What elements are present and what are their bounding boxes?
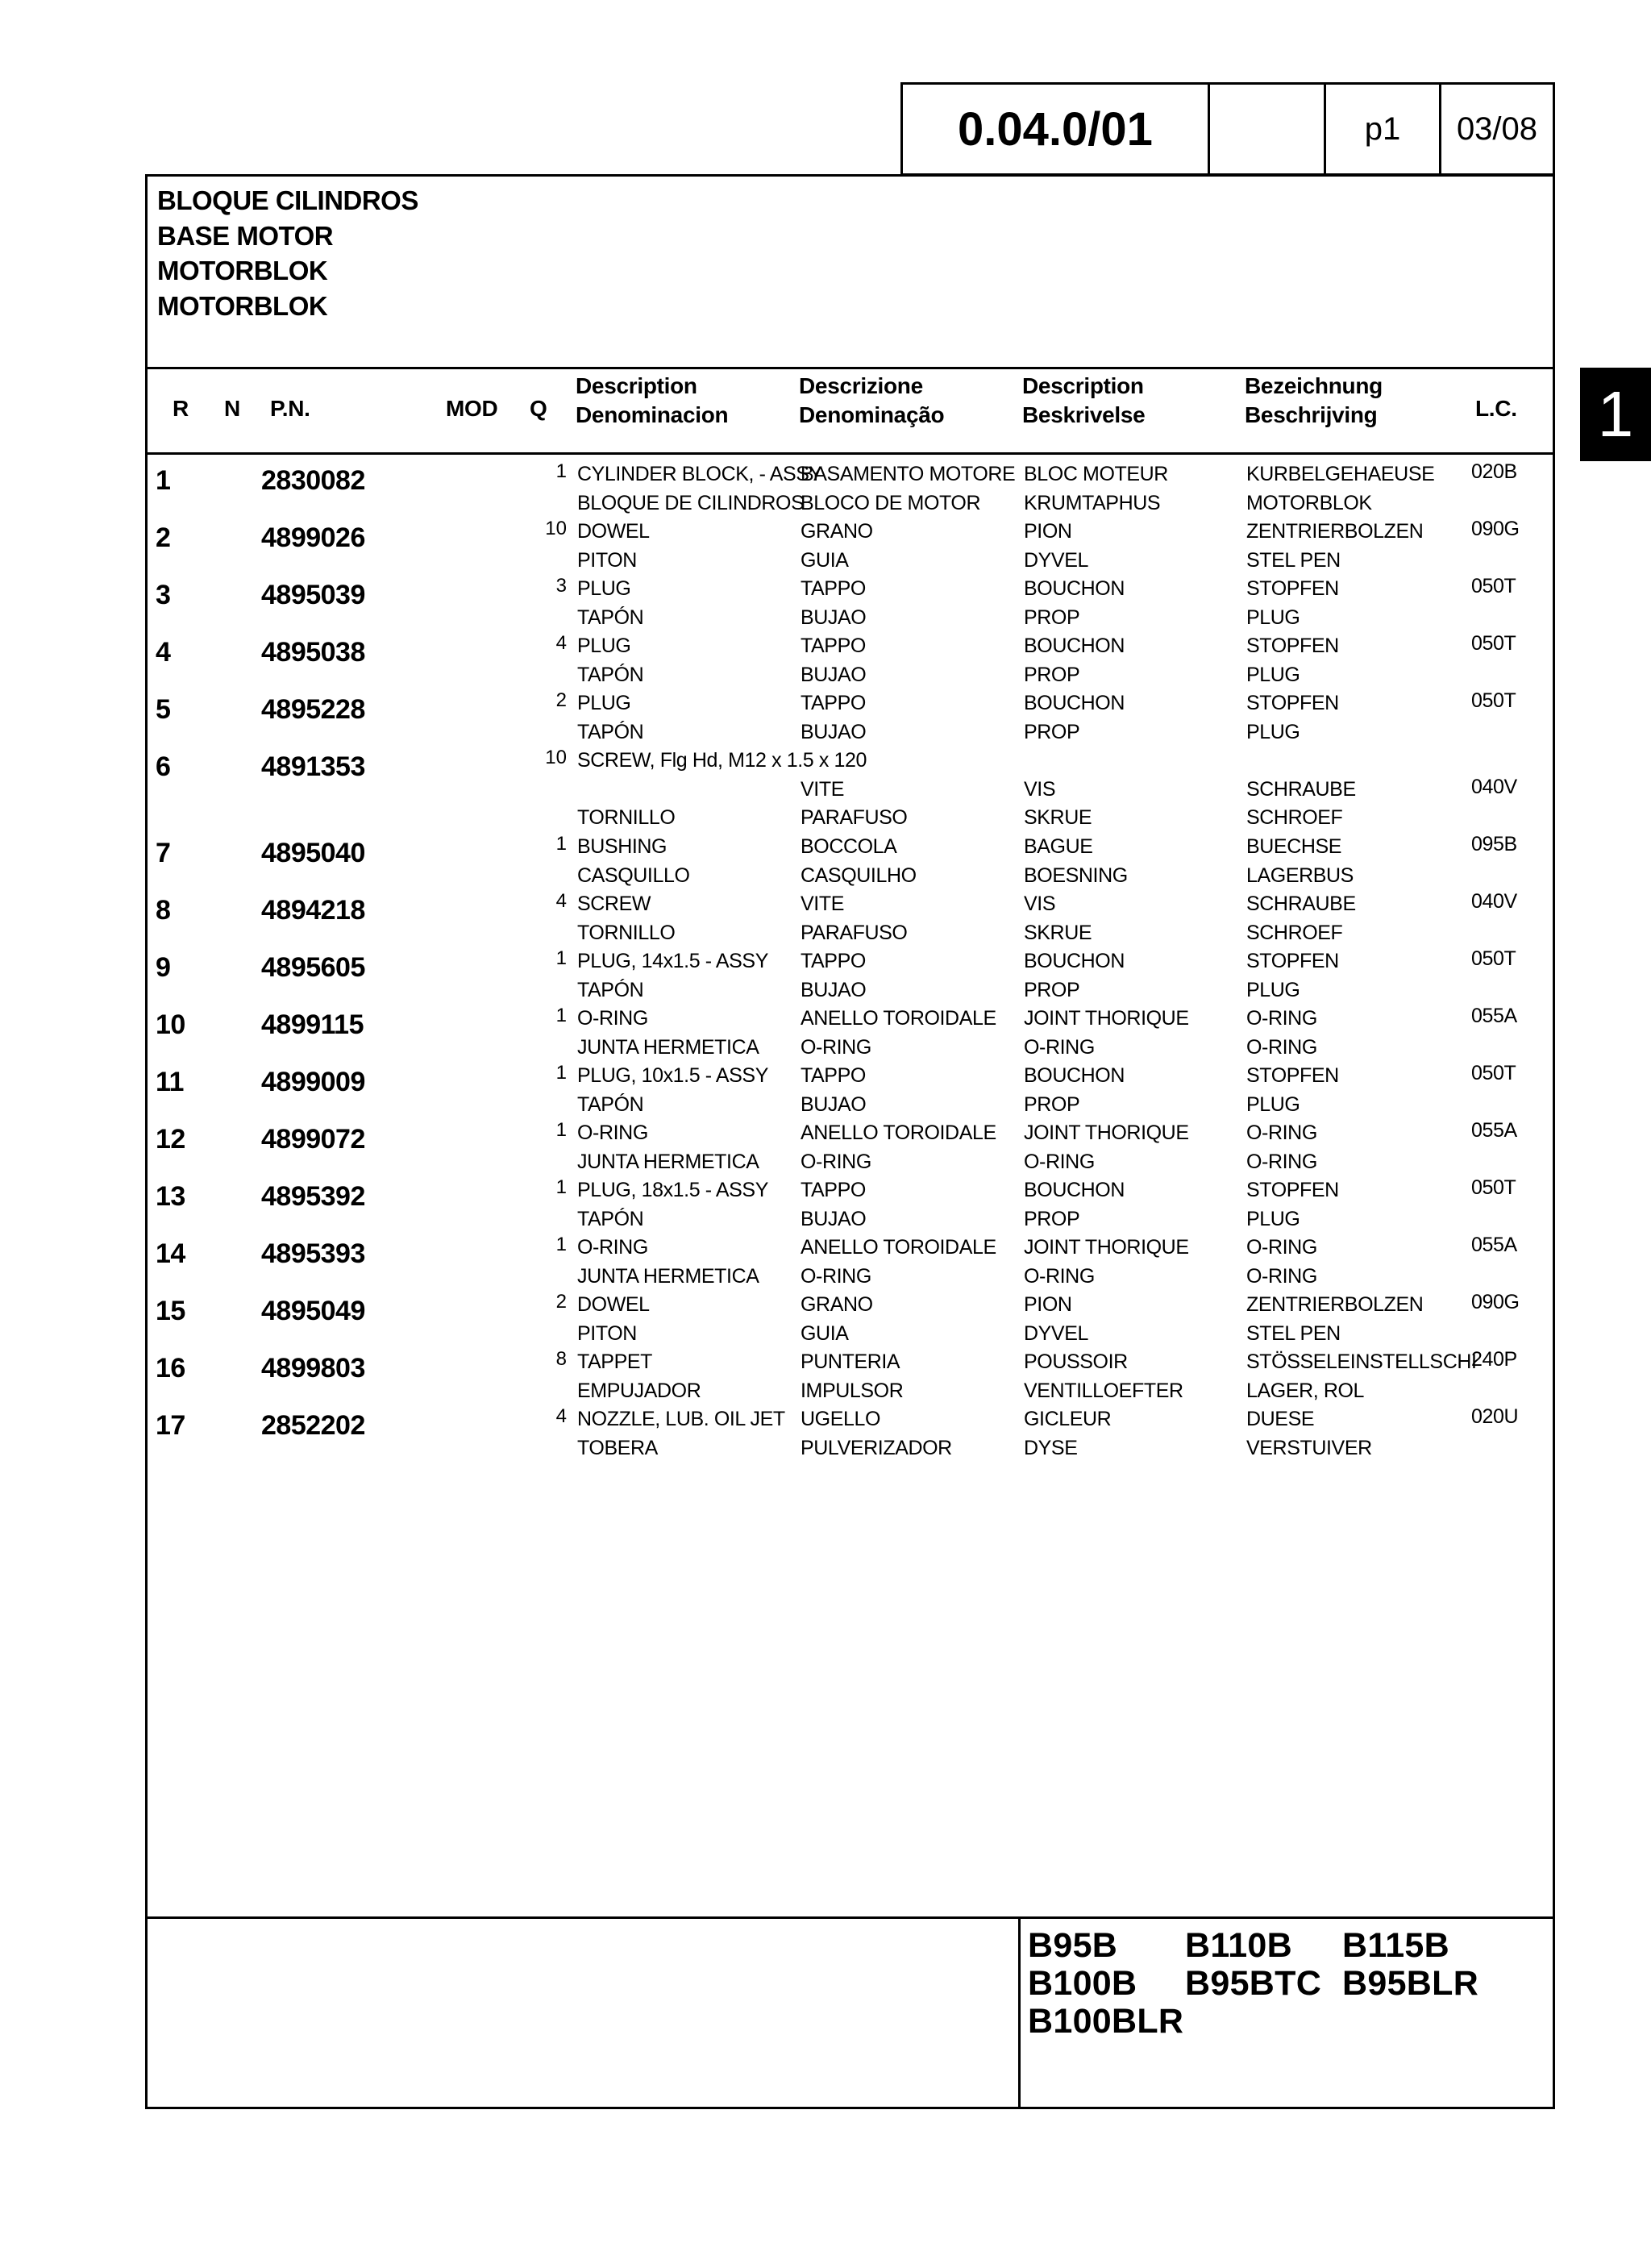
ref-number: 6 (156, 751, 171, 782)
col-header-desc3-top: Description (1022, 373, 1144, 398)
ref-number: 16 (156, 1353, 185, 1384)
part-number: 4899072 (261, 1124, 365, 1155)
model-name: B95B (1028, 1926, 1118, 1965)
ref-number: 1 (156, 465, 171, 496)
description-text: VERSTUIVER (1246, 1436, 1372, 1459)
divider (148, 1916, 1553, 1919)
divider (148, 452, 1553, 455)
quantity: 3 (555, 575, 567, 597)
description-text: SCHRAUBE (1246, 777, 1356, 801)
description-text: DYVEL (1024, 548, 1088, 572)
description-text: BUJAO (801, 663, 867, 686)
description-text: O-RING (1024, 1035, 1095, 1059)
description-text: PLUG (1246, 663, 1300, 686)
description-text: TAPÓN (577, 1092, 644, 1116)
col-header-desc2 (799, 372, 944, 430)
description-text: PROP (1024, 1207, 1080, 1230)
description-text: PITON (577, 548, 637, 572)
quantity: 1 (555, 1234, 567, 1255)
description-text: STOPFEN (1246, 1064, 1339, 1087)
description-text: O-RING (1246, 1264, 1317, 1288)
description-text: BOUCHON (1024, 950, 1125, 972)
description-text: O-RING (801, 1035, 871, 1059)
quantity: 1 (555, 1119, 567, 1141)
description-text: O-RING (1246, 1122, 1317, 1144)
table-row (148, 1117, 1553, 1175)
table-row (148, 745, 1553, 829)
part-number: 4895038 (261, 637, 365, 668)
description-text: JOINT THORIQUE (1024, 1007, 1189, 1030)
table-row (148, 459, 1553, 516)
description-text: JUNTA HERMETICA (577, 1264, 759, 1288)
description-text: BUSHING (577, 835, 667, 858)
description-text: ZENTRIERBOLZEN (1246, 520, 1424, 543)
description-text: VIS (1024, 777, 1056, 801)
part-number: 4895228 (261, 694, 365, 725)
description-text: BUECHSE (1246, 835, 1342, 858)
description-text: JOINT THORIQUE (1024, 1122, 1189, 1144)
description-text: UGELLO (801, 1408, 881, 1430)
description-text: ZENTRIERBOLZEN (1246, 1293, 1424, 1316)
description-text: DOWEL (577, 1293, 650, 1316)
description-text: PROP (1024, 605, 1080, 629)
quantity: 1 (555, 1176, 567, 1198)
description-text: SCREW, Flg Hd, M12 x 1.5 x 120 (577, 749, 867, 772)
description-text: SCHROEF (1246, 921, 1343, 944)
ref-number: 13 (156, 1181, 185, 1212)
description-text: BOCCOLA (801, 835, 897, 858)
title-line: MOTORBLOK (157, 290, 328, 321)
description-text: SCHROEF (1246, 806, 1343, 829)
description-text: BASAMENTO MOTORE (801, 463, 1016, 485)
col-header-r: R (173, 396, 189, 421)
ref-number: 14 (156, 1238, 185, 1269)
col-header-desc2-bottom: Denominação (799, 402, 945, 427)
description-text: SKRUE (1024, 921, 1092, 944)
description-text: SKRUE (1024, 806, 1092, 829)
description-text: DYSE (1024, 1436, 1078, 1459)
title-line: BASE MOTOR (157, 220, 334, 251)
quantity: 1 (555, 833, 567, 855)
description-text: STOPFEN (1246, 1179, 1339, 1201)
col-header-q: Q (530, 396, 547, 421)
ref-number: 12 (156, 1124, 185, 1155)
description-text: O-RING (1246, 1035, 1317, 1059)
description-text: VIS (1024, 893, 1056, 915)
ref-number: 8 (156, 895, 171, 926)
description-text: PLUG, 18x1.5 - ASSY (577, 1179, 768, 1201)
model-name: B100BLR (1028, 2002, 1184, 2041)
description-text: CYLINDER BLOCK, - ASSY (577, 463, 822, 485)
col-header-desc1 (576, 372, 728, 430)
description-text: O-RING (1246, 1007, 1317, 1030)
lc-code: 050T (1471, 632, 1516, 655)
ref-number: 10 (156, 1009, 185, 1040)
col-header-desc2-top: Descrizione (799, 373, 923, 398)
description-text: TORNILLO (577, 806, 676, 829)
blank-cell (1210, 85, 1326, 173)
lc-code: 050T (1471, 947, 1516, 970)
lc-code: 090G (1471, 518, 1520, 540)
quantity: 10 (545, 518, 567, 539)
lc-code: 040V (1471, 890, 1517, 913)
lc-code: 050T (1471, 689, 1516, 712)
description-text: TAPÓN (577, 720, 644, 743)
description-text: JUNTA HERMETICA (577, 1150, 759, 1173)
description-text: KRUMTAPHUS (1024, 491, 1161, 514)
quantity: 2 (555, 1291, 567, 1313)
description-text: PUNTERIA (801, 1350, 900, 1373)
description-text: BUJAO (801, 605, 867, 629)
description-text: STOPFEN (1246, 577, 1339, 600)
description-text: BLOCO DE MOTOR (801, 491, 981, 514)
description-text: BOUCHON (1024, 635, 1125, 657)
quantity: 4 (555, 890, 567, 912)
description-text: STOPFEN (1246, 692, 1339, 714)
table-row (148, 946, 1553, 1003)
part-number: 4895039 (261, 580, 365, 610)
model-name: B110B (1185, 1926, 1292, 1965)
page-code: 0.04.0/01 (903, 85, 1210, 173)
description-text: TAPPO (801, 950, 866, 972)
description-text: POUSSOIR (1024, 1350, 1128, 1373)
description-text: TAPÓN (577, 978, 644, 1001)
lc-code: 020B (1471, 460, 1517, 483)
description-text: MOTORBLOK (1246, 491, 1372, 514)
description-text: O-RING (801, 1150, 871, 1173)
description-text: BUJAO (801, 1092, 867, 1116)
description-text: CASQUILHO (801, 864, 917, 887)
description-text: DYVEL (1024, 1321, 1088, 1345)
description-text: PITON (577, 1321, 637, 1345)
description-text: VITE (801, 893, 844, 915)
table-row (148, 630, 1553, 688)
col-header-desc4-bottom: Beschrijving (1245, 402, 1378, 427)
table-row (148, 1232, 1553, 1289)
description-text: STEL PEN (1246, 548, 1341, 572)
table-row (148, 1404, 1553, 1461)
col-header-mod: MOD (446, 396, 498, 421)
description-text: PARAFUSO (801, 806, 908, 829)
divider (1018, 1916, 1021, 2107)
quantity: 8 (555, 1348, 567, 1370)
part-number: 4895605 (261, 952, 365, 983)
lc-code: 240P (1471, 1348, 1517, 1371)
description-text: TAPPET (577, 1350, 652, 1373)
table-row (148, 1175, 1553, 1232)
description-text: PION (1024, 520, 1072, 543)
model-name: B95BLR (1342, 1964, 1479, 2003)
lc-code: 040V (1471, 775, 1517, 798)
table-row (148, 1289, 1553, 1346)
description-text: STOPFEN (1246, 635, 1339, 657)
description-text: PROP (1024, 978, 1080, 1001)
description-text: BOUCHON (1024, 692, 1125, 714)
quantity: 4 (555, 632, 567, 654)
title-line: BLOQUE CILINDROS (157, 185, 418, 215)
description-text: BLOC MOTEUR (1024, 463, 1168, 485)
quantity: 1 (555, 947, 567, 969)
description-text: O-RING (1246, 1236, 1317, 1259)
description-text: PROP (1024, 663, 1080, 686)
description-text: O-RING (577, 1122, 648, 1144)
quantity: 1 (555, 460, 567, 482)
revision-date: 03/08 (1456, 110, 1538, 147)
ref-number: 7 (156, 838, 171, 868)
quantity: 1 (555, 1062, 567, 1084)
description-text: JOINT THORIQUE (1024, 1236, 1189, 1259)
description-text: LAGER, ROL (1246, 1379, 1365, 1402)
description-text: IMPULSOR (801, 1379, 904, 1402)
col-header-desc4 (1245, 372, 1383, 430)
table-row (148, 831, 1553, 888)
part-number: 4899803 (261, 1353, 365, 1384)
description-text: PLUG (577, 577, 631, 600)
title-line: MOTORBLOK (157, 256, 328, 285)
description-text: JUNTA HERMETICA (577, 1035, 759, 1059)
description-text: BOUCHON (1024, 1064, 1125, 1087)
ref-number: 15 (156, 1296, 185, 1326)
part-number: 4899026 (261, 522, 365, 553)
description-text: TAPPO (801, 635, 866, 657)
col-header-desc3-bottom: Beskrivelse (1022, 402, 1146, 427)
page-number: p1 (1326, 85, 1441, 173)
description-text: GUIA (801, 1321, 849, 1345)
table-row (148, 1346, 1553, 1404)
description-text: KURBELGEHAEUSE (1246, 463, 1435, 485)
description-text: TAPPO (801, 577, 866, 600)
description-text: STOPFEN (1246, 950, 1339, 972)
description-text: O-RING (1024, 1264, 1095, 1288)
description-text: EMPUJADOR (577, 1379, 701, 1402)
table-row (148, 1060, 1553, 1117)
description-text: PULVERIZADOR (801, 1436, 952, 1459)
lc-code: 095B (1471, 833, 1517, 855)
lc-code: 055A (1471, 1234, 1517, 1256)
section-tab: 1 (1580, 368, 1651, 461)
table-row (148, 516, 1553, 573)
description-text: TORNILLO (577, 921, 676, 944)
col-header-desc1-bottom: Denominacion (576, 402, 729, 427)
part-number: 4895040 (261, 838, 365, 868)
description-text: VENTILLOEFTER (1024, 1379, 1183, 1402)
description-text: BOUCHON (1024, 1179, 1125, 1201)
lc-code: 055A (1471, 1005, 1517, 1027)
description-text: DUESE (1246, 1408, 1315, 1430)
description-text: TAPÓN (577, 1207, 644, 1230)
col-header-desc1-top: Description (576, 373, 697, 398)
description-text: CASQUILLO (577, 864, 690, 887)
table-row (148, 688, 1553, 745)
description-text: ANELLO TOROIDALE (801, 1007, 996, 1030)
title-block (157, 183, 418, 323)
description-text: PLUG, 14x1.5 - ASSY (577, 950, 768, 972)
part-number: 4895049 (261, 1296, 365, 1326)
description-text: TOBERA (577, 1436, 658, 1459)
description-text: PLUG (1246, 605, 1300, 629)
description-text: LAGERBUS (1246, 864, 1354, 887)
lc-code: 050T (1471, 1176, 1516, 1199)
quantity: 10 (545, 747, 567, 768)
description-text: PION (1024, 1293, 1072, 1316)
description-text: DOWEL (577, 520, 650, 543)
description-text: TAPÓN (577, 605, 644, 629)
description-text: BAGUE (1024, 835, 1093, 858)
description-text: BUJAO (801, 1207, 867, 1230)
description-text: ANELLO TOROIDALE (801, 1122, 996, 1144)
quantity: 1 (555, 1005, 567, 1026)
description-text: GUIA (801, 548, 849, 572)
lc-code: 055A (1471, 1119, 1517, 1142)
ref-number: 9 (156, 952, 171, 983)
col-header-n: N (224, 396, 240, 421)
part-number: 4895393 (261, 1238, 365, 1269)
part-number: 4894218 (261, 895, 365, 926)
table-row (148, 573, 1553, 630)
table-row (148, 888, 1553, 946)
ref-number: 11 (156, 1067, 184, 1097)
ref-number: 4 (156, 637, 171, 668)
parts-list-frame (145, 174, 1555, 2109)
description-text: O-RING (577, 1007, 648, 1030)
part-number: 2852202 (261, 1410, 365, 1441)
col-header-desc4-top: Bezeichnung (1245, 373, 1383, 398)
part-number: 4899009 (261, 1067, 365, 1097)
part-number: 4895392 (261, 1181, 365, 1212)
description-text: PROP (1024, 1092, 1080, 1116)
description-text: TAPPO (801, 1179, 866, 1201)
col-header-desc3 (1022, 372, 1145, 430)
description-text: O-RING (577, 1236, 648, 1259)
description-text: TAPPO (801, 1064, 866, 1087)
part-number: 4891353 (261, 751, 365, 782)
description-text: PLUG (577, 635, 631, 657)
description-text: ANELLO TOROIDALE (801, 1236, 996, 1259)
ref-number: 3 (156, 580, 171, 610)
table-row (148, 1003, 1553, 1060)
ref-number: 5 (156, 694, 171, 725)
description-text: PLUG (1246, 720, 1300, 743)
description-text: PLUG (1246, 1092, 1300, 1116)
description-text: O-RING (801, 1264, 871, 1288)
description-text: TAPPO (801, 692, 866, 714)
description-text: PLUG (1246, 978, 1300, 1001)
description-text: GICLEUR (1024, 1408, 1112, 1430)
description-text: BUJAO (801, 720, 867, 743)
description-text: STEL PEN (1246, 1321, 1341, 1345)
lc-code: 020U (1471, 1405, 1519, 1428)
part-number: 4899115 (261, 1009, 364, 1040)
description-text: PLUG (1246, 1207, 1300, 1230)
description-text: GRANO (801, 1293, 873, 1316)
description-text: STÖSSELEINSTELLSCHI (1246, 1350, 1477, 1373)
description-text: PARAFUSO (801, 921, 908, 944)
ref-number: 2 (156, 522, 171, 553)
description-text: NOZZLE, LUB. OIL JET (577, 1408, 785, 1430)
description-text: BOESNING (1024, 864, 1128, 887)
description-text: PLUG (577, 692, 631, 714)
ref-number: 17 (156, 1410, 185, 1441)
description-text: VITE (801, 777, 844, 801)
part-number: 2830082 (261, 465, 365, 496)
lc-code: 050T (1471, 575, 1516, 597)
model-name: B115B (1342, 1926, 1449, 1965)
divider (148, 367, 1553, 369)
model-name: B95BTC (1185, 1964, 1322, 2003)
description-text: TAPÓN (577, 663, 644, 686)
lc-code: 050T (1471, 1062, 1516, 1084)
description-text: GRANO (801, 520, 873, 543)
description-text: O-RING (1246, 1150, 1317, 1173)
quantity: 2 (555, 689, 567, 711)
description-text: SCHRAUBE (1246, 893, 1356, 915)
description-text: BUJAO (801, 978, 867, 1001)
lc-code: 090G (1471, 1291, 1520, 1313)
col-header-lc: L.C. (1475, 396, 1517, 421)
col-header-pn: P.N. (270, 396, 310, 421)
description-text: BOUCHON (1024, 577, 1125, 600)
description-text: PROP (1024, 720, 1080, 743)
description-text: PLUG, 10x1.5 - ASSY (577, 1064, 768, 1087)
model-name: B100B (1028, 1964, 1137, 2003)
page-code-box (900, 82, 1555, 176)
description-text: O-RING (1024, 1150, 1095, 1173)
description-text: SCREW (577, 893, 651, 915)
description-text: BLOQUE DE CILINDROS (577, 491, 805, 514)
quantity: 4 (555, 1405, 567, 1427)
